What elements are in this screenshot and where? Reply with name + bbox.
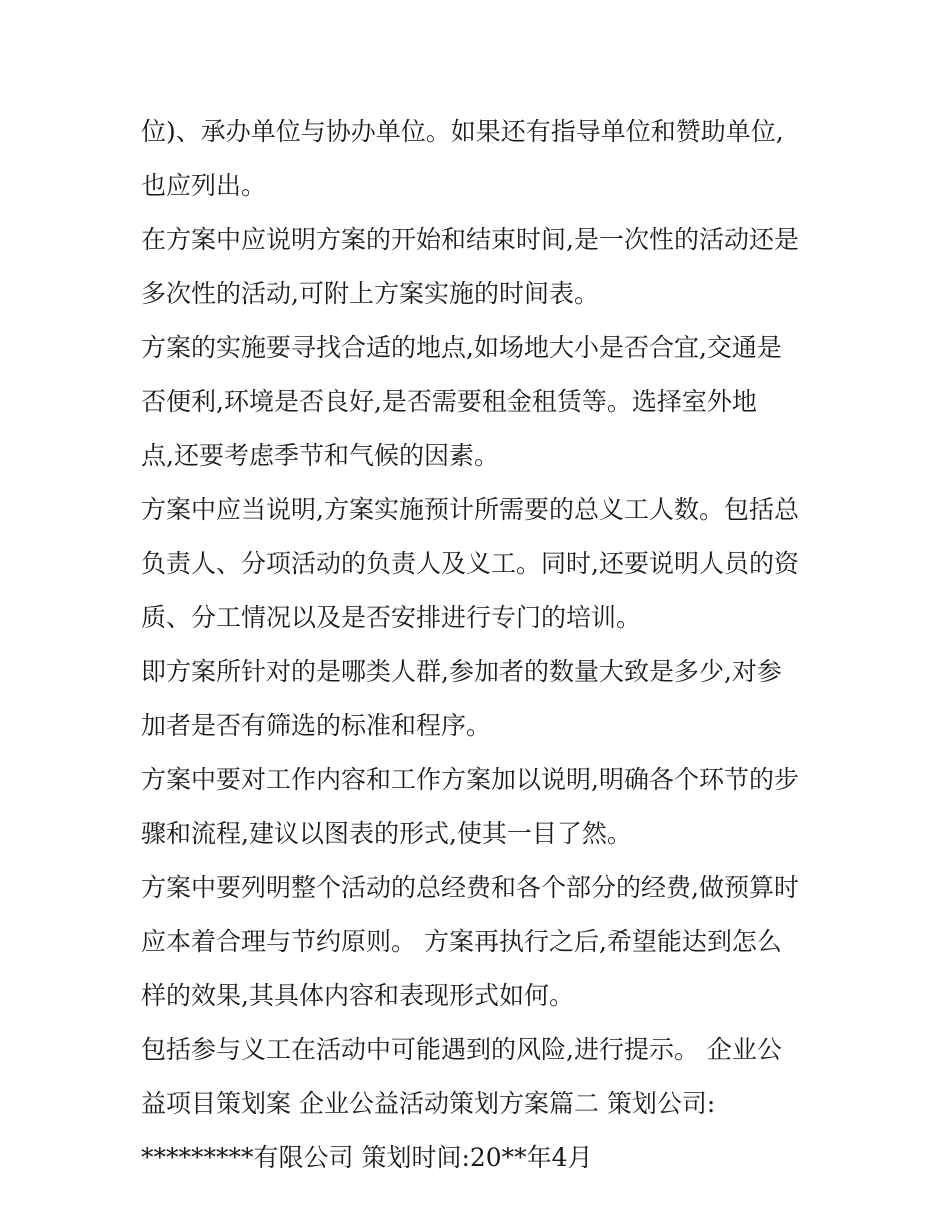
text-line: 点,还要考虑季节和气候的因素。 — [141, 441, 499, 470]
text-line: 加者是否有筛选的标准和程序。 — [141, 711, 492, 740]
text-line: 益项目策划案 企业公益活动策划方案篇二 策划公司: — [141, 1089, 716, 1118]
text-line: *********有限公司 策划时间:20**年4月 — [141, 1143, 593, 1172]
text-line: 骤和流程,建议以图表的形式,使其一目了然。 — [141, 819, 632, 848]
text-line: 在方案中应说明方案的开始和结束时间,是一次性的活动还是 — [141, 225, 799, 254]
text-line: 方案中要列明整个活动的总经费和各个部分的经费,做预算时 — [141, 873, 799, 902]
text-line: 方案中要对工作内容和工作方案加以说明,明确各个环节的步 — [141, 765, 799, 794]
text-line: 样的效果,其具体内容和表现形式如何。 — [141, 981, 574, 1010]
text-line: 多次性的活动,可附上方案实施的时间表。 — [141, 279, 599, 308]
text-line: 即方案所针对的是哪类人群,参加者的数量大致是多少,对参 — [141, 657, 782, 686]
text-line: 方案的实施要寻找合适的地点,如场地大小是否合宜,交通是 — [141, 333, 782, 362]
text-line: 位)、承办单位与协办单位。如果还有指导单位和赞助单位, — [141, 117, 784, 146]
text-line: 负责人、分项活动的负责人及义工。同时,还要说明人员的资 — [141, 549, 799, 578]
text-line: 也应列出。 — [141, 171, 267, 200]
text-line: 包括参与义工在活动中可能遇到的风险,进行提示。 企业公 — [141, 1035, 782, 1064]
text-line: 应本着合理与节约原则。 方案再执行之后,希望能达到怎么 — [141, 927, 782, 956]
text-line: 否便利,环境是否良好,是否需要租金租赁等。选择室外地 — [141, 387, 757, 416]
text-line: 方案中应当说明,方案实施预计所需要的总义工人数。包括总 — [141, 495, 799, 524]
text-line: 质、分工情况以及是否安排进行专门的培训。 — [141, 603, 642, 632]
body-text — [141, 105, 821, 1185]
